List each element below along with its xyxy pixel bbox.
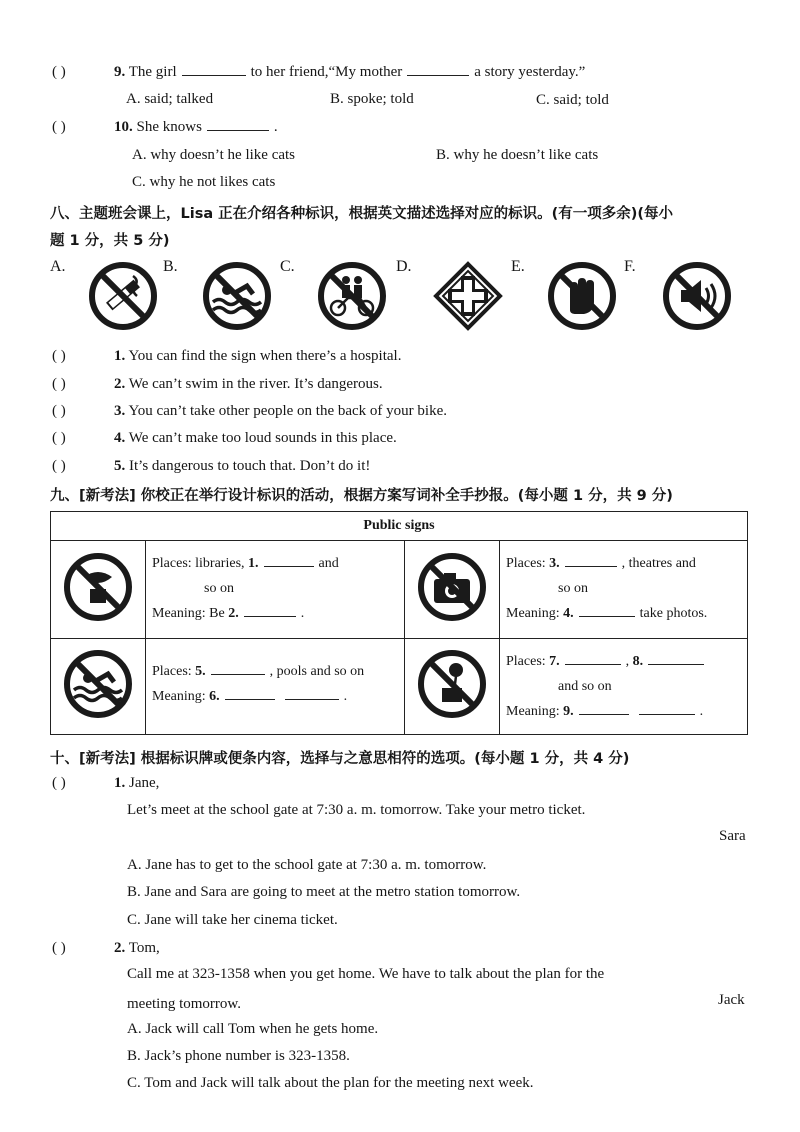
option-b[interactable]: B. why he doesn’t like cats: [436, 147, 599, 163]
cell-text: .: [699, 704, 704, 719]
blank-number: 9.: [563, 704, 574, 719]
table-icon-cell: [51, 639, 146, 735]
blank[interactable]: [207, 129, 269, 131]
blank[interactable]: [579, 615, 635, 617]
answer-paren[interactable]: ( ): [52, 403, 66, 419]
answer-paren[interactable]: ( ): [52, 775, 66, 791]
cell-text: Meaning:: [506, 606, 564, 621]
note-sender: Jack: [718, 992, 745, 1008]
note-recipient: Tom,: [128, 940, 160, 956]
sign-letter-c: C.: [280, 258, 295, 275]
blank-number: 1.: [248, 556, 259, 571]
no-smoking-icon: [87, 260, 159, 332]
answer-paren[interactable]: ( ): [52, 940, 66, 956]
table-icon-cell: [51, 541, 146, 639]
option-c[interactable]: C. why he not likes cats: [132, 174, 276, 190]
answer-paren[interactable]: ( ): [52, 119, 66, 135]
cell-text: Places: libraries,: [152, 556, 249, 571]
question-text: a story yesterday.”: [474, 64, 586, 80]
hospital-sign-icon: [432, 260, 504, 332]
blank-number: 8.: [632, 654, 644, 669]
question-number: 9.: [114, 64, 126, 80]
option-a[interactable]: A. Jack will call Tom when he gets home.: [127, 1021, 379, 1037]
cell-text: and so on: [558, 679, 612, 694]
sign-question-4: [52, 430, 397, 447]
option-a[interactable]: A. why doesn’t he like cats: [132, 147, 296, 163]
table-cell-1: [146, 541, 405, 639]
blank[interactable]: [565, 663, 621, 665]
cell-text: Places:: [506, 654, 550, 669]
cell-text: take photos.: [639, 606, 708, 621]
sign-letter-f: F.: [624, 258, 636, 275]
answer-paren[interactable]: ( ): [52, 458, 66, 474]
sign-question-2: [52, 376, 383, 393]
option-c[interactable]: C. said; told: [536, 92, 609, 108]
cell-text: , theatres and: [621, 556, 696, 571]
note-question-2: [52, 940, 160, 957]
table-cell-3: [146, 639, 405, 735]
cell-text: Places:: [506, 556, 550, 571]
cell-text: , pools and so on: [269, 664, 365, 679]
option-b[interactable]: B. spoke; told: [330, 91, 414, 107]
cell-text: .: [343, 689, 348, 704]
blank-number: 4.: [563, 606, 574, 621]
question-9: [52, 64, 585, 81]
cell-text: Meaning:: [152, 689, 210, 704]
section-10-title: 十、[新考法] 根据标识牌或便条内容，选择与之意思相符的选项。(每小题 1 分，共 4 分): [50, 751, 630, 767]
question-number: 1.: [114, 775, 126, 791]
blank[interactable]: [579, 713, 629, 715]
cell-text: and: [318, 556, 339, 571]
note-question-1: [52, 775, 159, 792]
question-number: 1.: [114, 348, 126, 364]
option-b[interactable]: B. Jane and Sara are going to meet at the metro station tomorrow.: [127, 884, 521, 900]
blank[interactable]: [244, 615, 296, 617]
public-signs-table: [50, 511, 748, 735]
blank[interactable]: [182, 74, 246, 76]
answer-paren[interactable]: ( ): [52, 430, 66, 446]
blank-number: 5.: [195, 664, 206, 679]
table-title: Public signs: [51, 512, 748, 541]
question-text: She knows: [136, 119, 202, 135]
question-text: It’s dangerous to touch that. Don’t do it!: [129, 458, 371, 474]
cell-text: so on: [558, 581, 588, 596]
question-number: 3.: [114, 403, 126, 419]
sign-letter-b: B.: [163, 258, 178, 275]
blank[interactable]: [407, 74, 469, 76]
note-recipient: Jane,: [129, 775, 160, 791]
no-loud-noise-icon: [661, 260, 733, 332]
sign-letter-a: A.: [50, 258, 66, 275]
no-picking-flowers-icon: [416, 648, 488, 720]
blank[interactable]: [225, 698, 275, 700]
note-body: Call me at 323-1358 when you get home. We have to talk about the plan for the: [127, 966, 605, 982]
sign-question-5: [52, 458, 370, 475]
option-b[interactable]: B. Jack’s phone number is 323-1358.: [127, 1048, 350, 1064]
cell-text: .: [300, 606, 305, 621]
question-text: You can’t take other people on the back of your bike.: [128, 403, 447, 419]
question-number: 4.: [114, 430, 126, 446]
no-swimming-icon: [62, 648, 134, 720]
question-number: 2.: [114, 940, 126, 956]
no-photos-icon: [416, 551, 488, 623]
section-8-title-cont: 题 1 分，共 5 分): [50, 233, 170, 249]
question-10: [52, 119, 278, 136]
sign-letter-d: D.: [396, 258, 412, 275]
answer-paren[interactable]: ( ): [52, 64, 66, 80]
question-number: 2.: [114, 376, 126, 392]
question-number: 10.: [114, 119, 133, 135]
question-number: 5.: [114, 458, 126, 474]
blank[interactable]: [565, 565, 617, 567]
cell-text: Meaning: Be: [152, 606, 229, 621]
option-c[interactable]: C. Jane will take her cinema ticket.: [127, 912, 338, 928]
blank[interactable]: [211, 673, 265, 675]
cell-text: Places:: [152, 664, 196, 679]
answer-paren[interactable]: ( ): [52, 348, 66, 364]
question-text: You can find the sign when there’s a hospital.: [128, 348, 402, 364]
blank-number: 3.: [549, 556, 560, 571]
no-swimming-icon: [201, 260, 273, 332]
table-icon-cell: [405, 541, 500, 639]
blank-number: 2.: [228, 606, 239, 621]
note-sender: Sara: [719, 828, 746, 844]
note-body-cont: meeting tomorrow.: [127, 996, 242, 1012]
blank[interactable]: [648, 663, 704, 665]
note-body: Let’s meet at the school gate at 7:30 a. m. tomorrow. Take your metro ticket.: [127, 802, 586, 818]
section-9-title: 九、[新考法] 你校正在举行设计标识的活动，根据方案写词补全手抄报。(每小题 1 分，共 9 分): [50, 488, 673, 504]
cell-text: Meaning:: [506, 704, 564, 719]
question-text: We can’t swim in the river. It’s dangerous.: [128, 376, 383, 392]
question-text: We can’t make too loud sounds in this place.: [128, 430, 397, 446]
question-text: to her friend,“My mother: [250, 64, 403, 80]
sign-question-1: [52, 348, 401, 365]
question-text: .: [273, 119, 278, 135]
sign-question-3: [52, 403, 447, 420]
no-talking-icon: [62, 551, 134, 623]
blank[interactable]: [264, 565, 314, 567]
answer-paren[interactable]: ( ): [52, 376, 66, 392]
table-cell-2: [500, 541, 748, 639]
blank[interactable]: [639, 713, 695, 715]
no-bike-passenger-icon: [316, 260, 388, 332]
option-c[interactable]: C. Tom and Jack will talk about the plan for the meeting next week.: [127, 1075, 534, 1091]
cell-text: ,: [625, 654, 633, 669]
section-8-title: 八、主题班会课上，Lisa 正在介绍各种标识，根据英文描述选择对应的标识。(有一项多余)(每小: [50, 206, 674, 222]
blank[interactable]: [285, 698, 339, 700]
table-icon-cell: [405, 639, 500, 735]
option-a[interactable]: A. Jane has to get to the school gate at 7:30 a. m. tomorrow.: [127, 857, 487, 873]
blank-number: 7.: [549, 654, 560, 669]
blank-number: 6.: [209, 689, 220, 704]
sign-letter-e: E.: [511, 258, 525, 275]
table-cell-4: [500, 639, 748, 735]
no-touching-icon: [546, 260, 618, 332]
question-text: The girl: [128, 64, 177, 80]
cell-text: so on: [204, 581, 234, 596]
option-a[interactable]: A. said; talked: [126, 91, 214, 107]
